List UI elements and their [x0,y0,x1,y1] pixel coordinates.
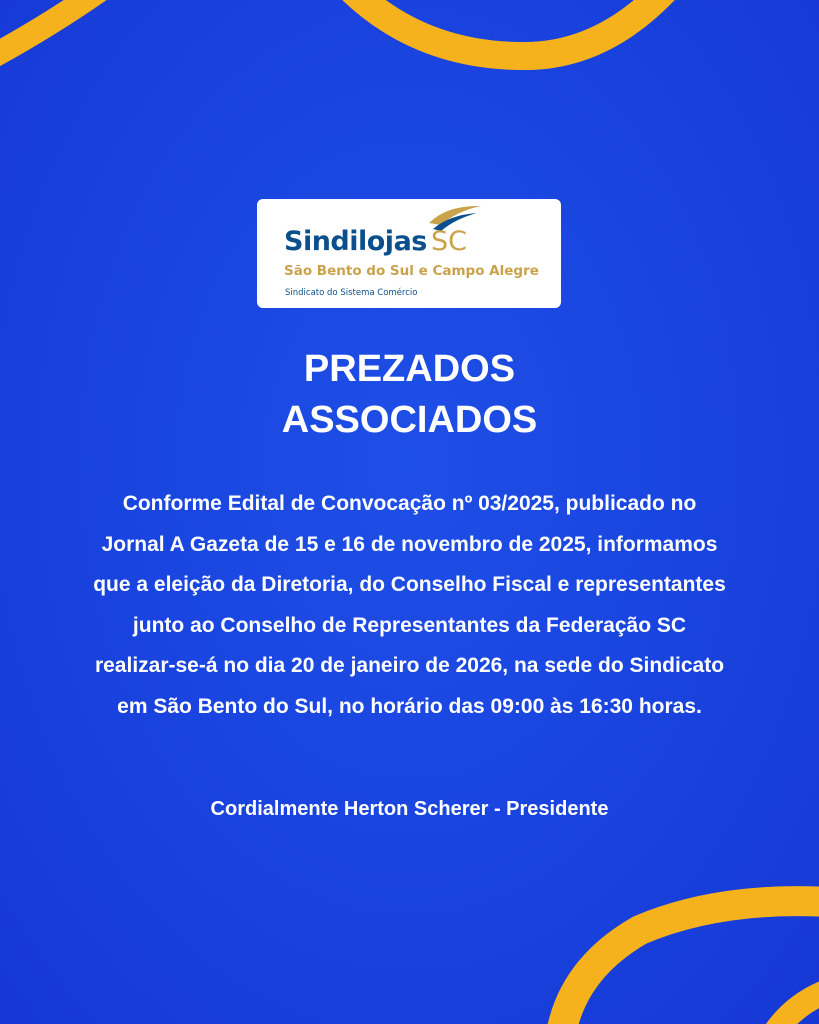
title-line-1: PREZADOS [303,348,516,390]
body-line: Conforme Edital de Convocação nº 03/2025, publicado no [122,492,697,515]
body-line: realizar-se-á no dia 20 de janeiro de 2026, na sede do Sindicato [94,654,725,677]
logo-tagline: Sindicato do Sistema Comércio [285,288,418,298]
logo-name: Sindilojas [284,226,427,257]
top-left-curve [0,0,100,58]
body-line: em São Bento do Sul, no horário das 09:00 às 16:30 horas. [117,694,702,718]
body-line: junto ao Conselho de Representantes da Federação SC [132,613,687,637]
bottom-right-curve [560,901,819,1024]
body-line: Jornal A Gazeta de 15 e 16 de novembro de 2025, informamos [101,532,718,556]
signature: Cordialmente Herton Scherer - Presidente [210,798,609,820]
announcement-body [40,484,779,727]
bottom-right-small-curve [770,990,819,1024]
page-title [0,344,819,446]
logo-suffix: SC [431,226,467,257]
logo-subtitle: São Bento do Sul e Campo Alegre [284,263,539,279]
title-line-2: ASSOCIADOS [281,399,538,441]
top-right-curve [352,0,665,56]
body-line: que a eleição da Diretoria, do Conselho Fiscal e representantes [93,573,726,596]
logo-card [257,199,561,308]
